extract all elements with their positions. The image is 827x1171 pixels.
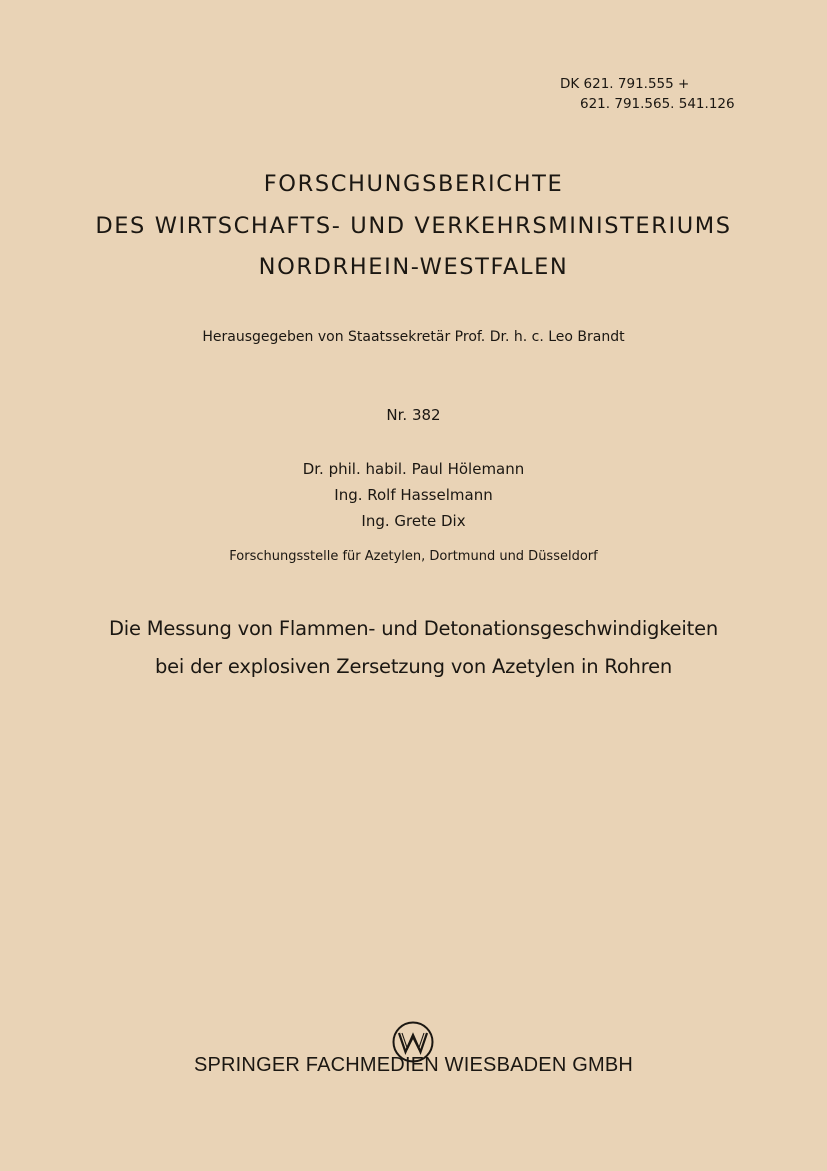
classification-line-1: DK 621. 791.555 +: [560, 76, 690, 92]
institute-line: Forschungsstelle für Azetylen, Dortmund und Düsseldorf: [229, 549, 598, 564]
report-number: Nr. 382: [386, 406, 441, 424]
classification-line-2: 621. 791.565. 541.126: [580, 96, 735, 112]
series-title-line-2: DES WIRTSCHAFTS- UND VERKEHRSMINISTERIUMS: [95, 213, 732, 239]
classification-code: [560, 74, 790, 114]
series-title-line-1: FORSCHUNGSBERICHTE: [263, 171, 564, 197]
series-title-line-3: NORDRHEIN-WESTFALEN: [258, 254, 569, 280]
author-3: Ing. Grete Dix: [361, 512, 466, 530]
publisher-name: SPRINGER FACHMEDIEN WIESBADEN GMBH: [193, 1054, 634, 1076]
editor-line: Herausgegeben von Staatssekretär Prof. Dr. h. c. Leo Brandt: [202, 329, 625, 345]
author-1: Dr. phil. habil. Paul Hölemann: [302, 460, 525, 478]
book-title-line-1: Die Messung von Flammen- und Detonationsgeschwindigkeiten: [108, 617, 719, 640]
author-2: Ing. Rolf Hasselmann: [334, 486, 493, 504]
book-title-line-2: bei der explosiven Zersetzung von Azetylen in Rohren: [154, 655, 673, 678]
